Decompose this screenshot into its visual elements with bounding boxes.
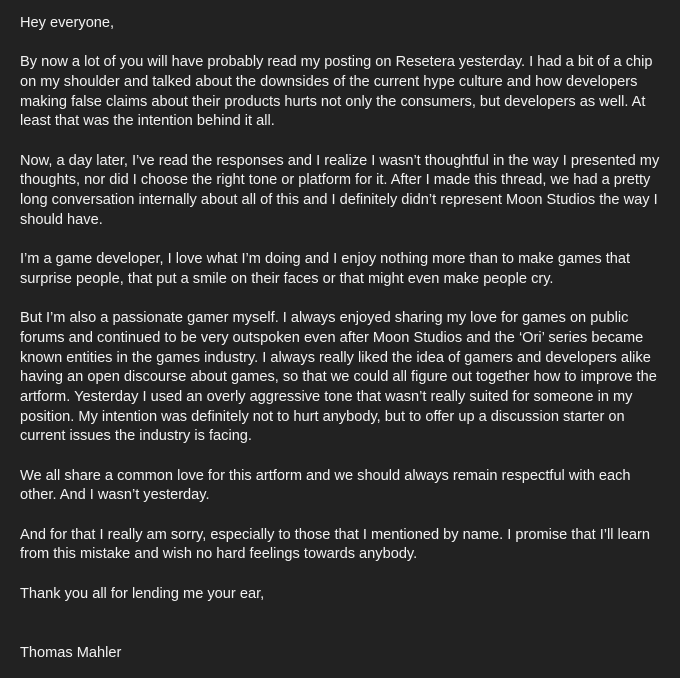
greeting: Hey everyone,	[20, 15, 115, 31]
closing-line: Thank you all for lending me your ear,	[20, 585, 265, 602]
paragraph-game-developer: I’m a game developer, I love what I’m doing and I enjoy nothing more than to make games that surprise people, that put a smile on their faces or that might even make people cry.	[20, 251, 631, 287]
paragraph-resetera-posting: By now a lot of you will have probably read my posting on Resetera yesterday. I had a bit of a chip on my shoulder and talked about the downsides of the current hype culture and how developers making false claims about their products hurts not only the consumers, but developers as well. At least that was the intention behind it all.	[20, 54, 653, 130]
paragraph-common-love: We all share a common love for this artform and we should always remain respectful with each other. And I wasn’t yesterday.	[20, 467, 631, 504]
signature: Thomas Mahler	[20, 644, 122, 661]
paragraph-apology: And for that I really am sorry, especially to those that I mentioned by name. I promise that I’ll learn from this mistake and wish no hard feelings towards anybody.	[20, 526, 650, 563]
paragraph-day-later: Now, a day later, I’ve read the responses and I realize I wasn’t thoughtful in the way I presented my thoughts, nor did I choose the right tone or platform for it. After I made this thread, we had a pretty long conversation internally about all of this and I definitely didn’t represent Moon Studios the way I should have.	[20, 152, 660, 228]
paragraph-passionate-gamer: But I’m also a passionate gamer myself. I always enjoyed sharing my love for games on public forums and continued to be very outspoken even after Moon Studios and the ‘Ori’ series became known entities in the games industry. I always really liked the idea of gamers and developers alike having an open discourse about games, so that we could all figure out together how to improve the artform. Yesterday I used an overly aggressive tone that wasn’t really suited for someone in my position. My intention was definitely not to hurt anybody, but to offer up a discussion starter on current issues the industry is facing.	[20, 310, 657, 445]
